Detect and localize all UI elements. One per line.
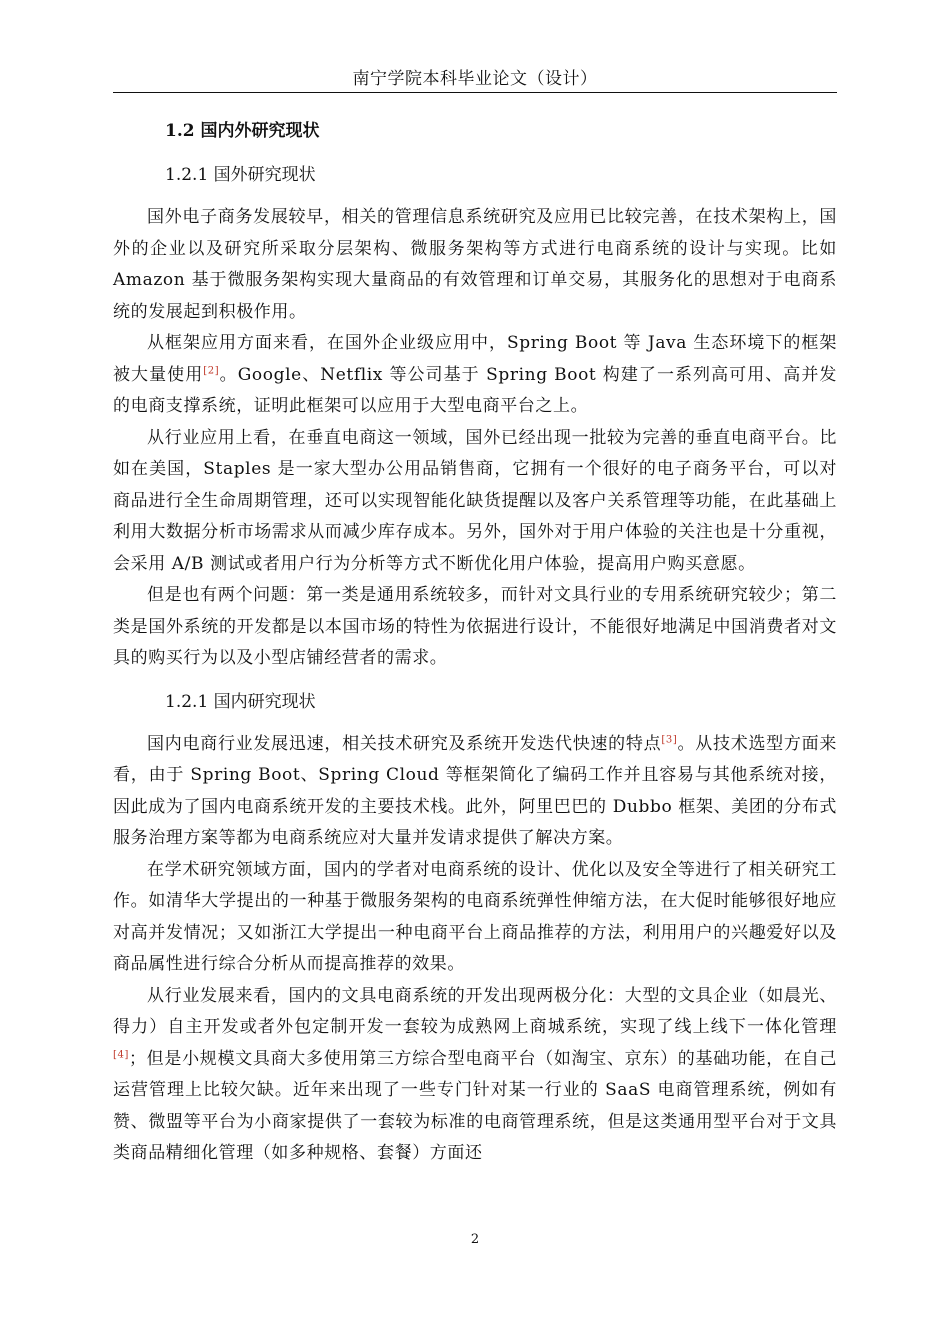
subsection-heading-domestic: 1.2.1 国内研究现状 [165, 691, 316, 712]
page-number: 2 [470, 1232, 480, 1247]
document-body [113, 116, 837, 1170]
paragraph-domestic-1 [113, 729, 837, 855]
paragraph-text: 。从技术选型方面来看，由于 Spring Boot、Spring Cloud 等框架简化了编码工作并且容易与其他系统对接，因此成为了国内电商系统开发的主要技术栈。此外，阿里巴巴的 Dubbo 框架、美团的分布式服务治理方案等都为电商系统应对大量并发请求提供了解决方案。 [113, 733, 837, 848]
paragraph-text: 从行业发展来看，国内的文具电商系统的开发出现两极分化：大型的文具企业（如晨光、得力）自主开发或者外包定制开发一套较为成熟网上商城系统，实现了线上线下一体化管理 [113, 985, 837, 1037]
paragraph-foreign-1: 国外电子商务发展较早，相关的管理信息系统研究及应用已比较完善，在技术架构上，国外的企业以及研究所采取分层架构、微服务架构等方式进行电商系统的设计与实现。比如 Amazon 基于微服务架构实现大量商品的有效管理和订单交易，其服务化的思想对于电商系统的发展起到积极作用。 [113, 207, 837, 322]
citation-ref[interactable]: [2] [203, 364, 220, 376]
paragraph-text: 从框架应用方面来看，在国外企业级应用中，Spring Boot 等 Java 生态环境下的框架被大量使用 [113, 333, 837, 385]
subsection-heading-foreign: 1.2.1 国外研究现状 [165, 165, 316, 185]
paragraph-domestic-3 [113, 981, 837, 1170]
paragraph-foreign-4: 但是也有两个问题：第一类是通用系统较多，而针对文具行业的专用系统研究较少；第二类是国外系统的开发都是以本国市场的特性为依据进行设计，不能很好地满足中国消费者对文具的购买行为以及小型店铺经营者的需求。 [113, 585, 837, 668]
paragraph-foreign-3: 从行业应用上看，在垂直电商这一领域，国外已经出现一批较为完善的垂直电商平台。比如在美国，Staples 是一家大型办公用品销售商，它拥有一个很好的电子商务平台，可以对商品进行全生命周期管理，还可以实现智能化缺货提醒以及客户关系管理等功能，在此基础上利用大数据分析市场需求从而减少库存成本。另外，国外对于用户体验的关注也是十分重视，会采用 A/B 测试或者用户行为分析等方式不断优化用户体验，提高用户购买意愿。 [113, 427, 837, 574]
citation-ref[interactable]: [3] [661, 733, 678, 745]
paragraph-foreign-2 [113, 328, 837, 423]
section-heading: 1.2 国内外研究现状 [165, 121, 320, 141]
paragraph-domestic-2: 在学术研究领域方面，国内的学者对电商系统的设计、优化以及安全等进行了相关研究工作。如清华大学提出的一种基于微服务架构的电商系统弹性伸缩方法，在大促时能够很好地应对高并发情况；又如浙江大学提出一种电商平台上商品推荐的方法，利用用户的兴趣爱好以及商品属性进行综合分析从而提高推荐的效果。 [113, 859, 837, 974]
header-rule [113, 92, 837, 93]
citation-ref[interactable]: [4] [113, 1048, 129, 1060]
paragraph-text: 。Google、Netflix 等公司基于 Spring Boot 构建了一系列高可用、高并发的电商支撑系统，证明此框架可以应用于大型电商平台之上。 [113, 364, 838, 416]
paragraph-text: ；但是小规模文具商大多使用第三方综合型电商平台（如淘宝、京东）的基础功能，在自己运营管理上比较欠缺。近年来出现了一些专门针对某一行业的 SaaS 电商管理系统，例如有赞、微盟等平台为小商家提供了一套较为标准的电商管理系统，但是这类通用型平台对于文具类商品精细化管理（如多种规格、套餐）方面还 [113, 1048, 837, 1163]
running-header: 南宁学院本科毕业论文（设计） [352, 69, 598, 89]
paragraph-text: 国内电商行业发展迅速，相关技术研究及系统开发迭代快速的特点 [147, 733, 662, 754]
